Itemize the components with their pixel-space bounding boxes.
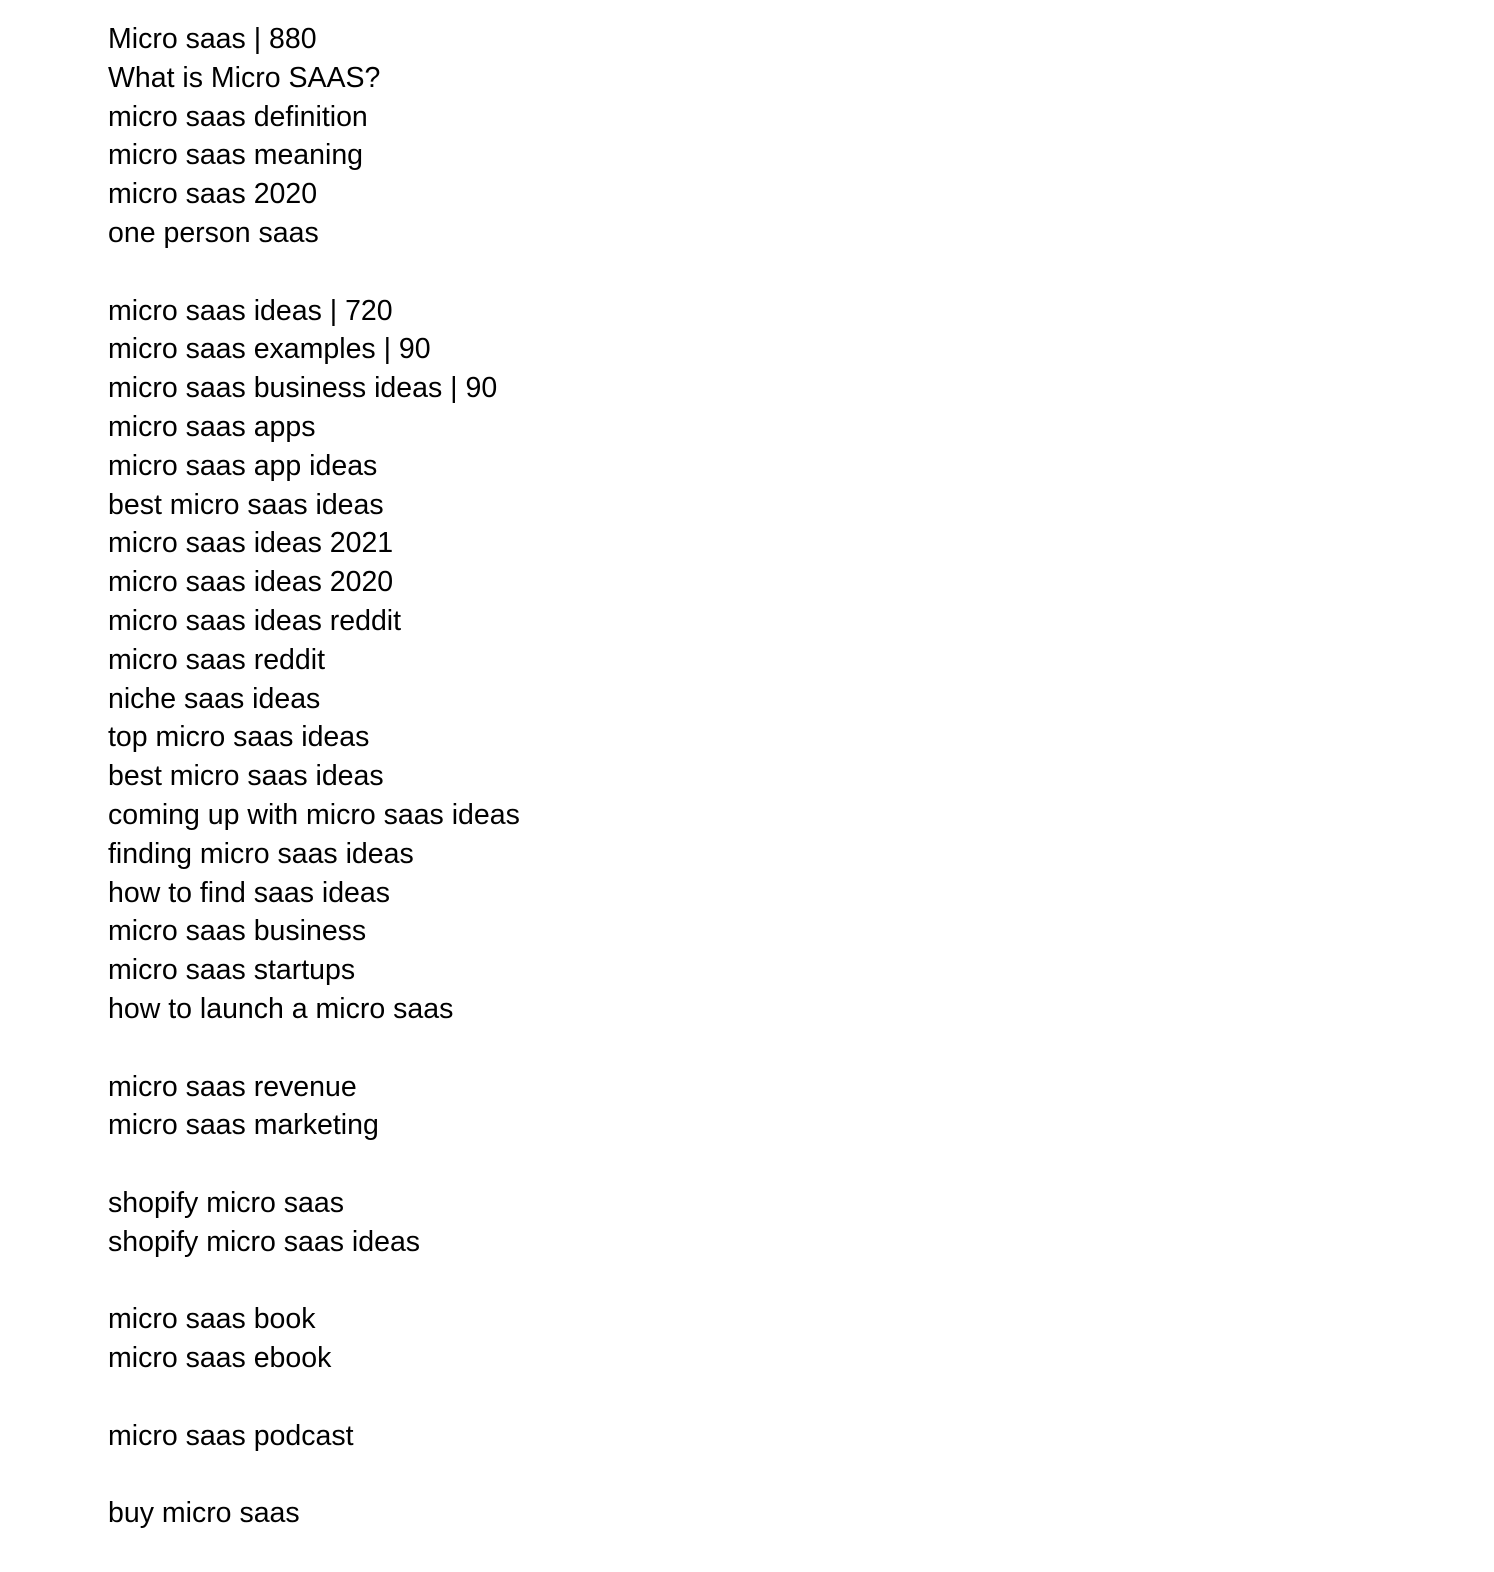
- keyword-line: how to launch a micro saas: [108, 992, 454, 1025]
- keyword-line: micro saas ideas reddit: [108, 604, 402, 637]
- keyword-line: top micro saas ideas: [108, 721, 370, 754]
- keyword-line: micro saas definition: [108, 100, 368, 133]
- keyword-line: micro saas examples | 90: [108, 333, 431, 366]
- keyword-group-definition: [108, 20, 520, 253]
- keyword-line: micro saas 2020: [108, 178, 318, 211]
- keyword-line: micro saas book: [108, 1303, 316, 1336]
- keyword-line: best micro saas ideas: [108, 488, 384, 521]
- keyword-group-revenue-marketing: [108, 1068, 520, 1146]
- keyword-group-podcast: [108, 1417, 520, 1456]
- keyword-line: micro saas business: [108, 915, 367, 948]
- keyword-line: finding micro saas ideas: [108, 837, 414, 870]
- keyword-line: niche saas ideas: [108, 682, 321, 715]
- keyword-line: micro saas meaning: [108, 139, 364, 172]
- keyword-line: micro saas ebook: [108, 1342, 332, 1375]
- keyword-line: buy micro saas: [108, 1497, 300, 1530]
- keyword-line: micro saas startups: [108, 954, 356, 987]
- keyword-line: one person saas: [108, 216, 319, 249]
- keyword-line: What is Micro SAAS?: [108, 61, 381, 94]
- keyword-line: micro saas ideas 2020: [108, 566, 394, 599]
- keyword-group-shopify: [108, 1184, 520, 1262]
- keyword-line: shopify micro saas: [108, 1186, 345, 1219]
- keyword-line: micro saas marketing: [108, 1109, 379, 1142]
- keyword-line: micro saas ideas 2021: [108, 527, 394, 560]
- keyword-line: micro saas revenue: [108, 1070, 357, 1103]
- keyword-line: micro saas podcast: [108, 1419, 354, 1452]
- keyword-line: how to find saas ideas: [108, 876, 391, 909]
- keyword-line: micro saas ideas | 720: [108, 294, 393, 327]
- keyword-line: Micro saas | 880: [108, 23, 317, 55]
- keyword-group-buy: [108, 1494, 520, 1533]
- keyword-line: coming up with micro saas ideas: [108, 798, 520, 831]
- keyword-line: micro saas apps: [108, 410, 316, 443]
- keyword-group-ideas: [108, 292, 520, 1029]
- keyword-line: micro saas business ideas | 90: [108, 372, 498, 405]
- keyword-group-books: [108, 1300, 520, 1378]
- keyword-line: micro saas app ideas: [108, 449, 378, 482]
- keyword-line: shopify micro saas ideas: [108, 1225, 421, 1258]
- document-body: [108, 20, 520, 1572]
- keyword-line: micro saas reddit: [108, 643, 325, 676]
- keyword-line: best micro saas ideas: [108, 760, 384, 793]
